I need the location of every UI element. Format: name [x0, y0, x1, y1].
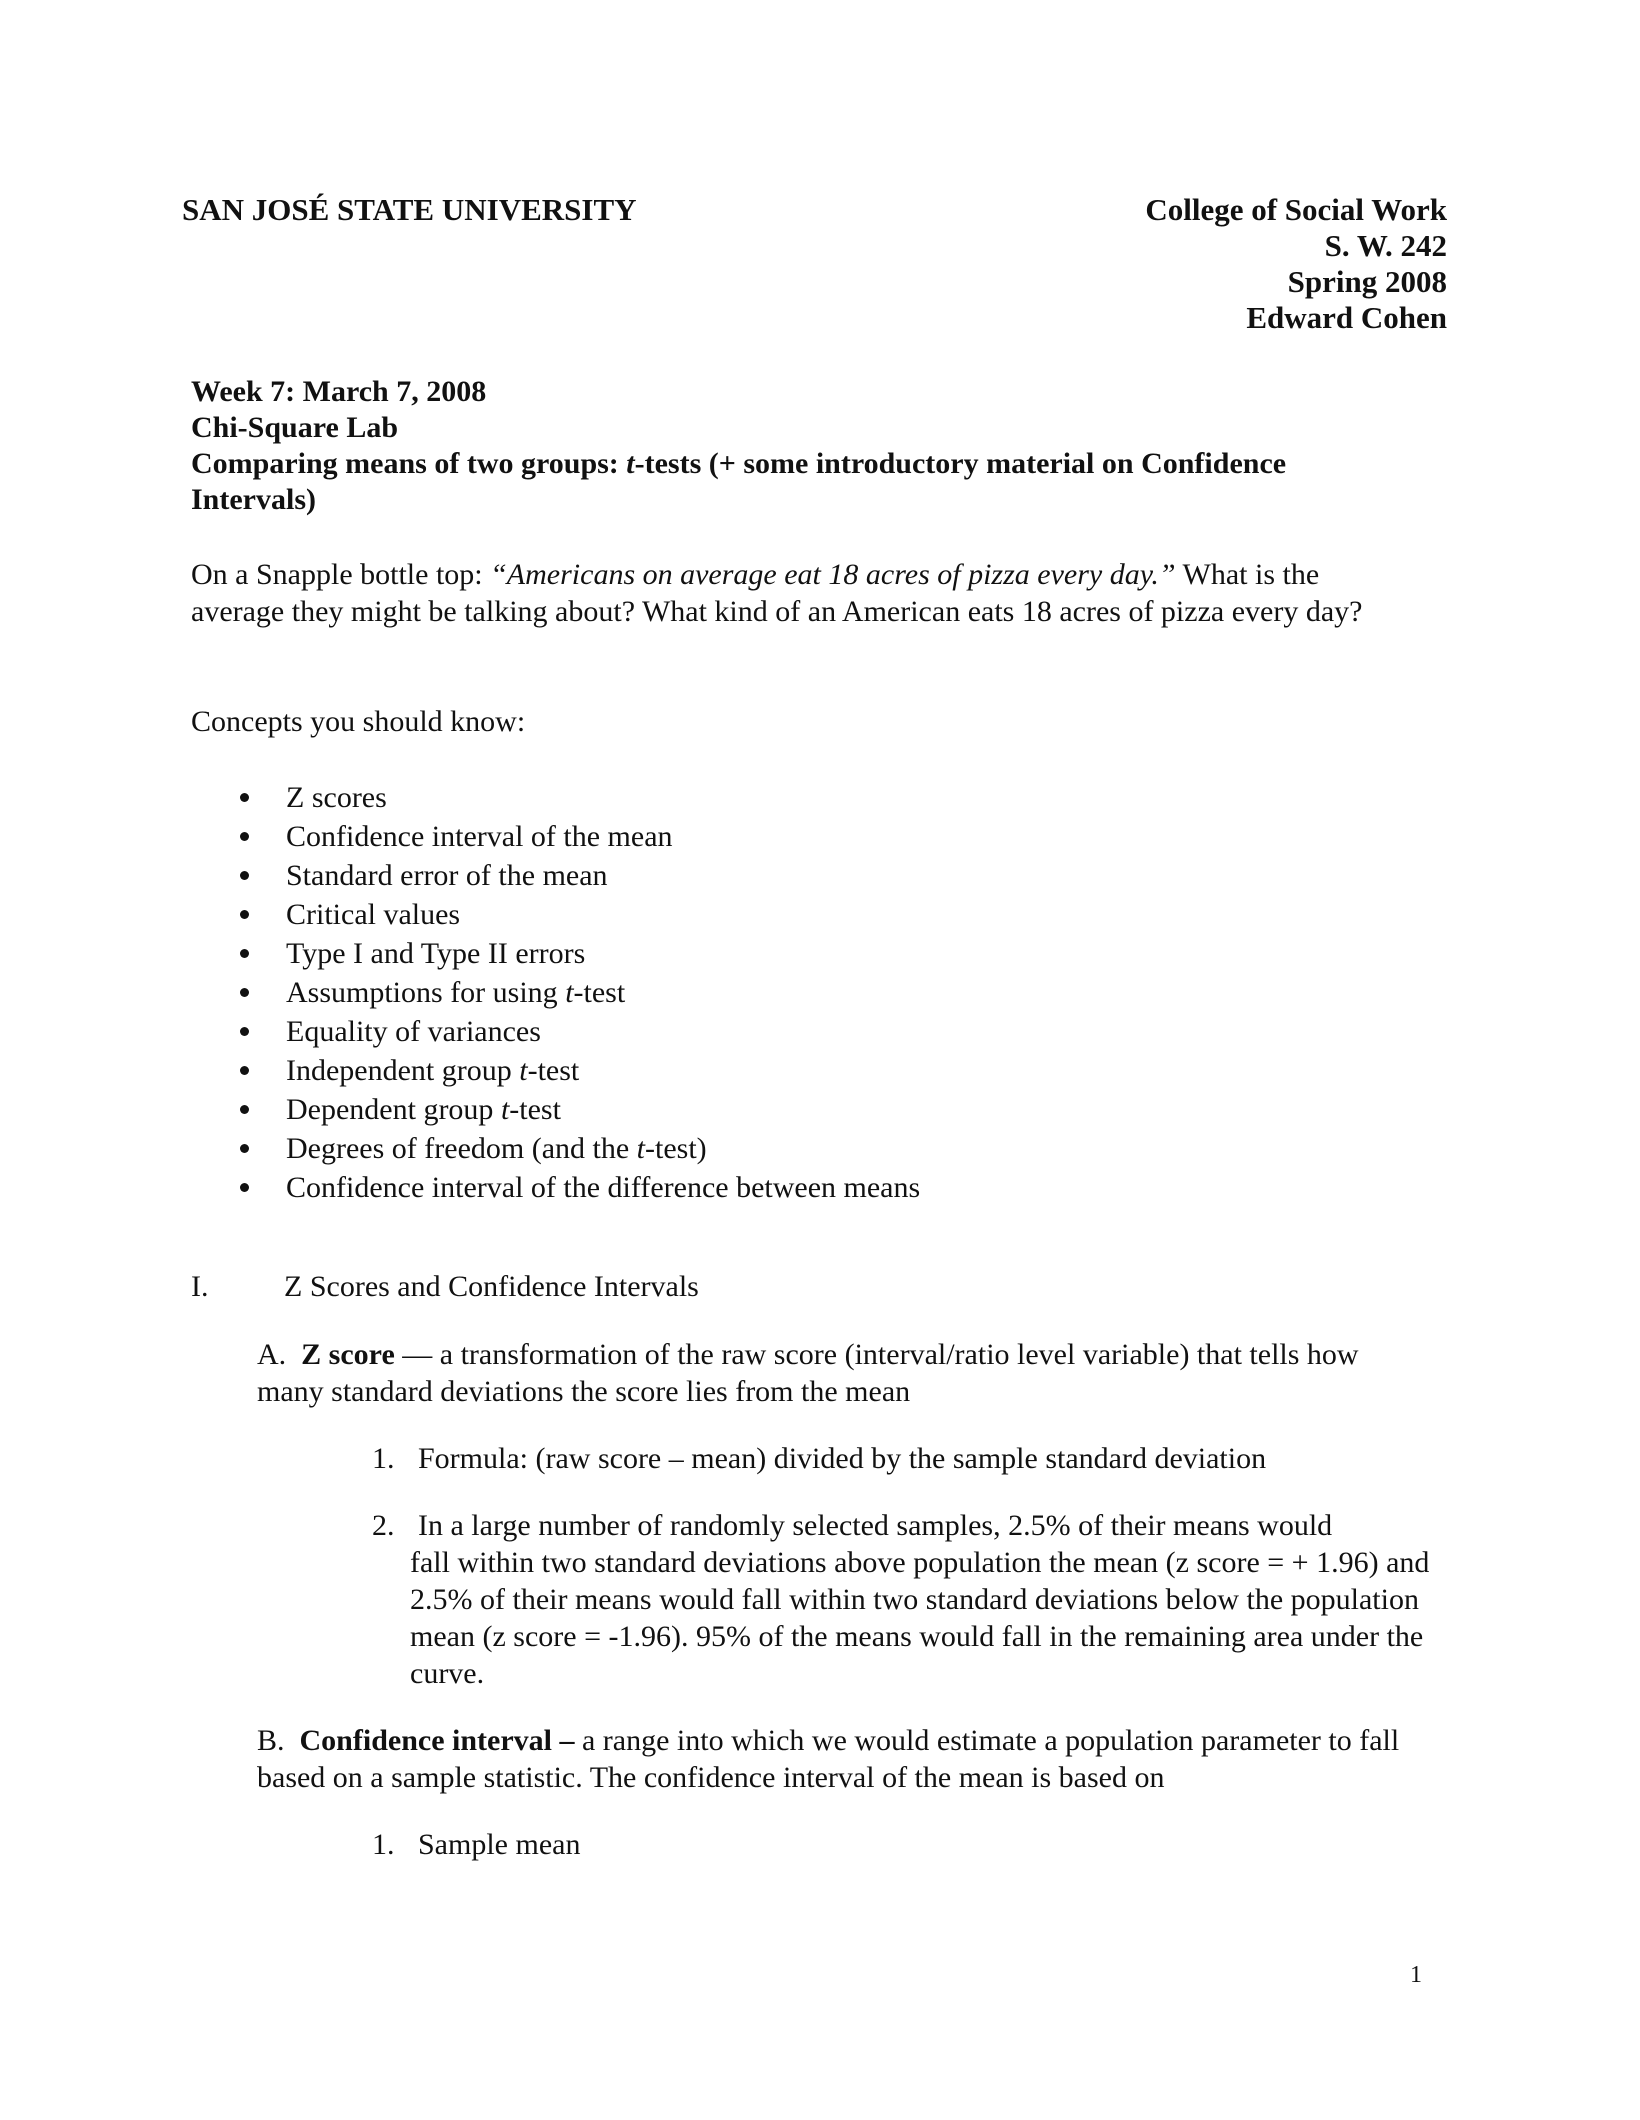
- concept-text: Dependent group: [286, 1093, 501, 1126]
- item-text: Formula: (raw score – mean) divided by the sample standard deviation: [418, 1442, 1267, 1475]
- concept-text: Z scores: [286, 781, 387, 814]
- topic-title-t: t: [626, 447, 635, 480]
- concept-text: Critical values: [286, 898, 461, 931]
- concept-italic: t: [500, 1093, 510, 1126]
- concept-item: [230, 1168, 920, 1207]
- concept-text: Type I and Type II errors: [286, 937, 586, 970]
- intro-quote: “Americans on average eat 18 acres of pizza every day.”: [490, 558, 1176, 591]
- concepts-lead: Concepts you should know:: [191, 705, 526, 738]
- subsection-a-label: A.: [257, 1338, 287, 1371]
- intro-rest: What is the average they might be talking about? What kind of an American eats 18 acres of pizza every day?: [191, 558, 1363, 628]
- concept-text: Independent group: [286, 1054, 520, 1087]
- concept-text-suffix: -test: [527, 1054, 580, 1087]
- concept-item: [230, 1051, 920, 1090]
- concept-item: [230, 856, 920, 895]
- subsection-b: [257, 1722, 1432, 1796]
- item-number: 2.: [372, 1509, 395, 1542]
- subsection-b-text: a range into which we would estimate a population parameter to fall based on a sample statistic. The confidence interval of the mean is based on: [257, 1724, 1400, 1794]
- instructor-name: Edward Cohen: [1246, 300, 1447, 335]
- concept-italic: t: [636, 1132, 646, 1165]
- bullet-icon: [240, 1183, 249, 1192]
- week-title: Week 7: March 7, 2008: [191, 375, 487, 408]
- concept-text: Standard error of the mean: [286, 859, 608, 892]
- bullet-icon: [240, 1027, 249, 1036]
- lecture-titles: [191, 374, 1441, 518]
- concept-text-suffix: -test): [645, 1132, 707, 1165]
- concept-item: [230, 973, 920, 1012]
- concept-item: [230, 817, 920, 856]
- bullet-icon: [240, 1105, 249, 1114]
- section-number: I.: [191, 1270, 209, 1303]
- subsection-a-item-1: [372, 1440, 1432, 1477]
- concept-item: [230, 895, 920, 934]
- subsection-a-term: Z score: [301, 1338, 395, 1371]
- item-text-line1: In a large number of randomly selected samples, 2.5% of their means would: [418, 1509, 1333, 1542]
- concepts-list: [230, 778, 920, 1207]
- item-number: 1.: [372, 1828, 395, 1861]
- course-term: Spring 2008: [1287, 264, 1447, 299]
- bullet-icon: [240, 793, 249, 802]
- concept-item: [230, 1090, 920, 1129]
- bullet-icon: [240, 871, 249, 880]
- subsection-b-term: Confidence interval –: [299, 1724, 575, 1757]
- section-title: Z Scores and Confidence Intervals: [284, 1270, 699, 1303]
- bullet-icon: [240, 832, 249, 841]
- concept-text: Degrees of freedom (and the: [286, 1132, 637, 1165]
- topic-title: [191, 446, 1441, 482]
- concept-item: [230, 778, 920, 817]
- course-info: [1145, 192, 1447, 336]
- intro-lead: On a Snapple bottle top:: [191, 558, 491, 591]
- course-number: S. W. 242: [1324, 228, 1447, 263]
- concept-text: Assumptions for using: [286, 976, 566, 1009]
- intro-paragraph: [191, 556, 1401, 630]
- subsection-a-text: — a transformation of the raw score (interval/ratio level variable) that tells how many standard deviations the score lies from the mean: [257, 1338, 1359, 1408]
- bullet-icon: [240, 1066, 249, 1075]
- bullet-icon: [240, 988, 249, 997]
- concept-item: [230, 934, 920, 973]
- topic-title-line2: Intervals): [191, 483, 316, 516]
- bullet-icon: [240, 949, 249, 958]
- concept-text: Confidence interval of the difference between means: [286, 1171, 921, 1204]
- lab-title: Chi-Square Lab: [191, 411, 399, 444]
- concept-text-suffix: -test: [573, 976, 626, 1009]
- bullet-icon: [240, 1144, 249, 1153]
- concept-italic: t: [565, 976, 574, 1009]
- concept-italic: t: [519, 1054, 528, 1087]
- concept-item: [230, 1012, 920, 1051]
- college-name: College of Social Work: [1145, 192, 1447, 227]
- concept-item: [230, 1129, 920, 1168]
- concept-text: Equality of variances: [286, 1015, 541, 1048]
- subsection-b-label: B.: [257, 1724, 285, 1757]
- item-text-continued: fall within two standard deviations above population the mean (z score = + 1.96) and 2.5% of their means would fall within two standard deviations below the population mean (z score = -1.96). 95% of the means would fall in the remaining area under the curve.: [410, 1546, 1430, 1690]
- item-number: 1.: [372, 1442, 395, 1475]
- topic-title-part2: -tests (+ some introductory material on Confidence: [634, 447, 1287, 480]
- page-number: 1: [1410, 1962, 1422, 1988]
- item-text: Sample mean: [418, 1828, 581, 1861]
- concept-text: Confidence interval of the mean: [286, 820, 673, 853]
- topic-title-part1: Comparing means of two groups:: [191, 447, 627, 480]
- bullet-icon: [240, 910, 249, 919]
- university-name: SAN JOSÉ STATE UNIVERSITY: [182, 192, 637, 227]
- subsection-b-item-1: [372, 1826, 580, 1863]
- subsection-a-item-2: [372, 1507, 1432, 1692]
- concept-text-suffix: -test: [509, 1093, 561, 1126]
- subsection-a: [257, 1336, 1432, 1410]
